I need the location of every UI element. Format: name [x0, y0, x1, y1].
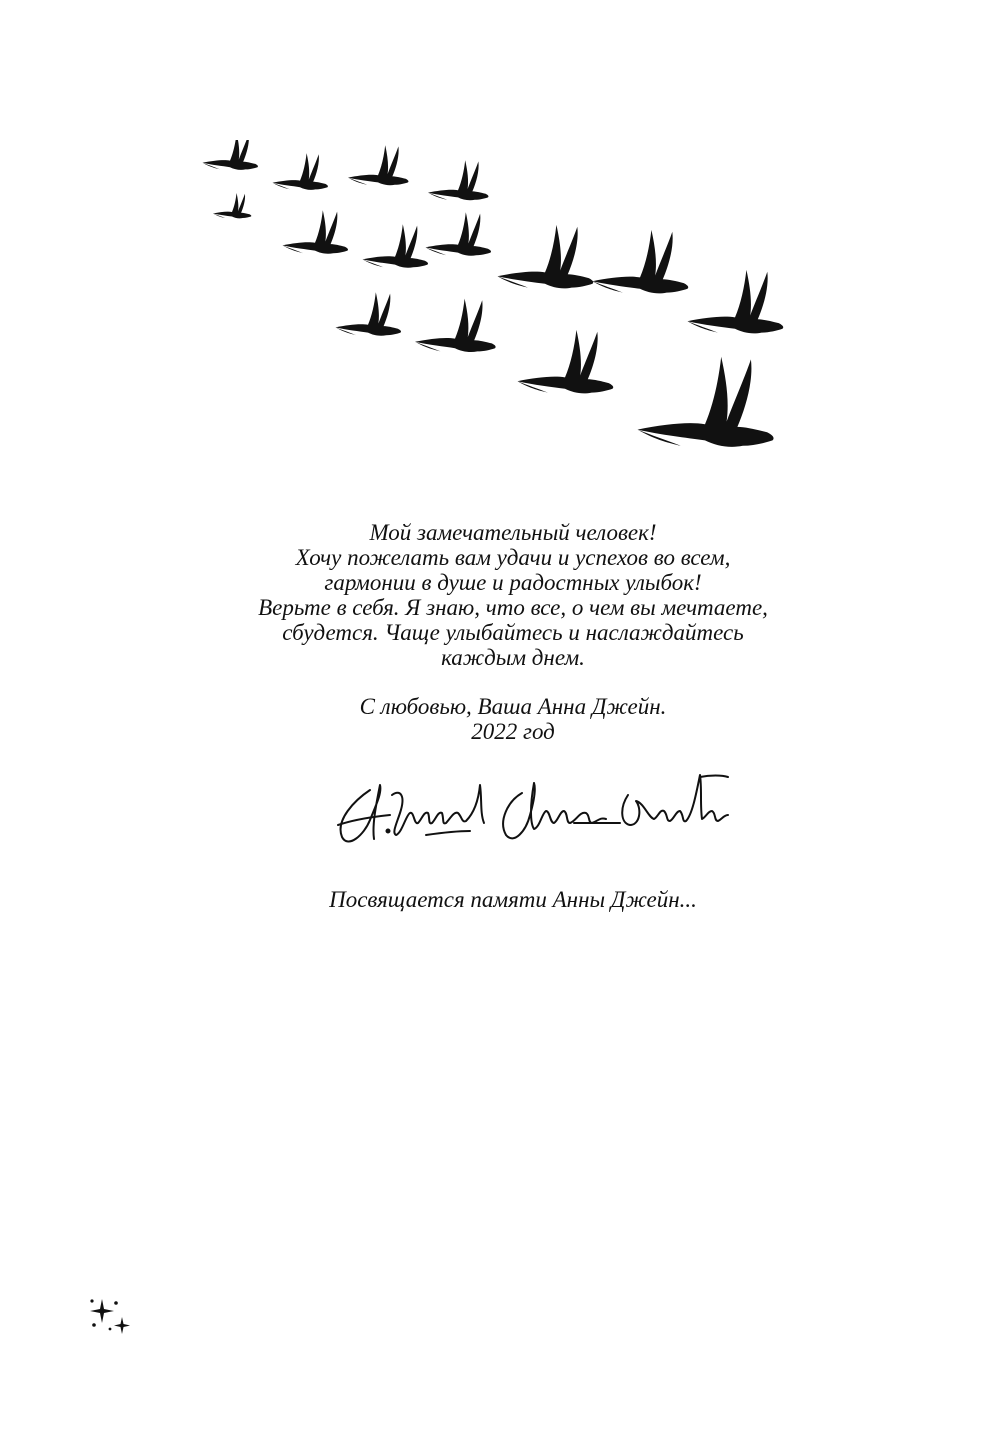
- sparkle-stars-icon: [84, 1295, 134, 1337]
- signoff-text: С любовью, Ваша Анна Джейн.: [359, 694, 667, 719]
- closing-block: [120, 694, 906, 744]
- year-text: 2022 год: [471, 719, 555, 744]
- dedication-line: Верьте в себя. Я знаю, что все, о чем вы мечтаете,: [258, 595, 768, 620]
- memorial-text: Посвящается памяти Анны Джейн...: [329, 887, 697, 912]
- dedication-line: Мой замечательный человек!: [369, 520, 657, 545]
- dedication-line: каждым днем.: [441, 645, 585, 670]
- dedication-line: гармонии в душе и радостных улыбок!: [324, 570, 702, 595]
- handwritten-signature: [330, 765, 730, 855]
- dedication-text: [120, 520, 906, 670]
- dedication-line: сбудется. Чаще улыбайтесь и наслаждайтесь: [282, 620, 744, 645]
- dedication-line: Хочу пожелать вам удачи и успехов во всем,: [295, 545, 731, 570]
- swallows-flock-illustration: [200, 140, 800, 480]
